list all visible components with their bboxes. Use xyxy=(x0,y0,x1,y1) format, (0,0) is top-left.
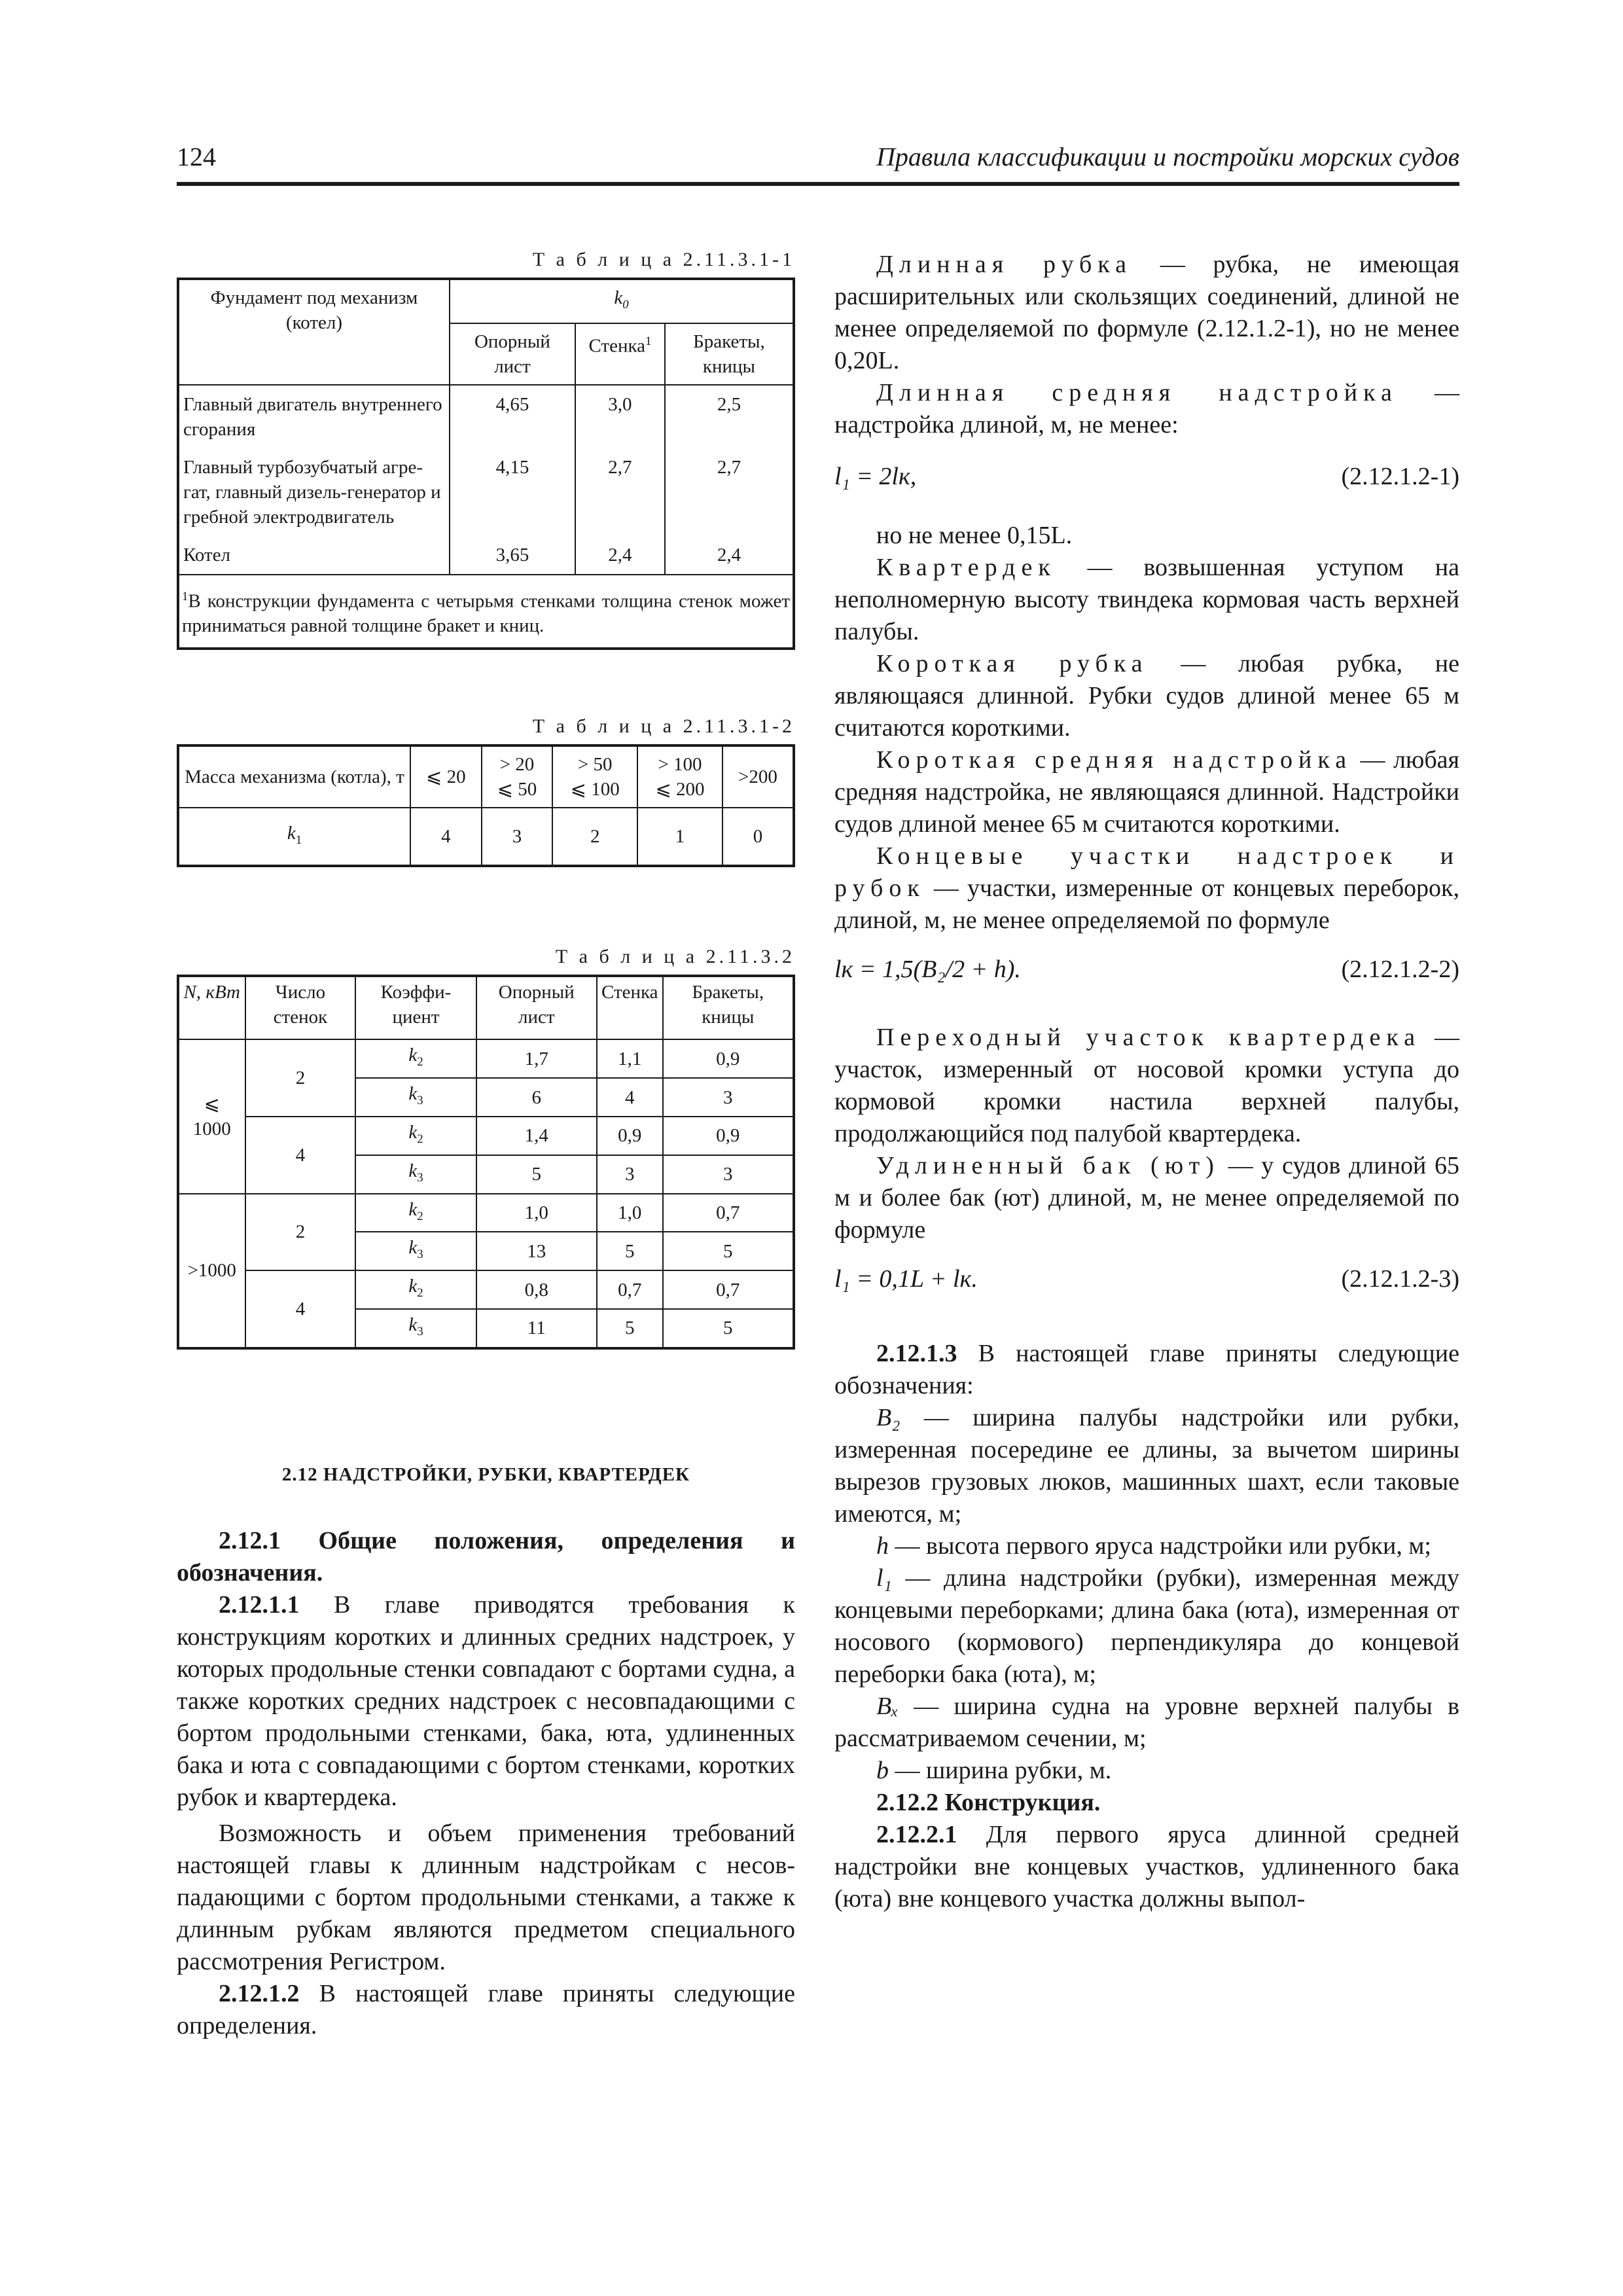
t3-walls: 2 xyxy=(245,1194,356,1271)
right-column xyxy=(834,249,1459,1915)
formula-number: (2.12.1.2-2) xyxy=(1341,956,1459,983)
t3-cell: 3 xyxy=(663,1155,794,1194)
t3-coef: $k_3$ xyxy=(355,1309,476,1348)
table-row xyxy=(178,448,794,536)
t3-cell: 13 xyxy=(476,1232,597,1270)
t3-cell: 5 xyxy=(663,1232,794,1270)
t3-cell: 0,7 xyxy=(663,1270,794,1309)
paragraph-2-12-1-1: 2.12.1.1 В главе приводятся требования к конструкциям коротких и длинных средних надстроек, у которых продольные стенки совпадают с бортами судна, а также коротких средних надстроек с несовпадающими с бортом продольными стенками, бака, юта, удлиненных бака и юта с совпадающими с бортом стенками, коротких рубок и квартердека. xyxy=(177,1590,795,1811)
table2-caption: Т а б л и ц а 2.11.3.1-2 xyxy=(532,715,795,738)
notation-bx: Bₓ — ширина судна на уровне верхней палубы в рассматриваемом сечении, м; xyxy=(834,1693,1459,1752)
t3-coef: $k_2$ xyxy=(355,1270,476,1309)
definition-short-deckhouse: Короткая рубка — любая рубка, не являющаяся длинной. Рубки судов длиной менее 65 м считаются короткими. xyxy=(834,650,1460,742)
t3-cell: 0,9 xyxy=(663,1117,794,1155)
t3-cell: 6 xyxy=(476,1078,597,1117)
t1-footnote: $^1$В конструкции фундамента с четырьмя стенками толщина стенок может приниматься равной толщине бракет и книц. xyxy=(178,575,794,649)
t3-head-wall: Стенка xyxy=(597,976,663,1039)
formula-number: (2.12.1.2-3) xyxy=(1341,1265,1459,1293)
paragraph-2-12-1-3: 2.12.1.3 В настоящей главе приняты следующие обозначения: xyxy=(834,1340,1459,1399)
t3-cell: 1,7 xyxy=(476,1039,597,1078)
formula-body: l₁ = 2lк, xyxy=(834,463,917,490)
paragraph-2-12-1-2: 2.12.1.2 В настоящей главе приняты следующие определения. xyxy=(177,1979,795,2039)
t3-cell: 1,0 xyxy=(476,1194,597,1232)
t3-cell: 1,0 xyxy=(597,1194,663,1232)
table-2-11-3-1-1 xyxy=(177,278,795,650)
t3-head-coef: Коэффи-циент xyxy=(355,976,476,1039)
formula-note: но не менее 0,15L. xyxy=(876,522,1073,549)
section-title: 2.12 НАДСТРОЙКИ, РУБКИ, КВАРТЕРДЕК xyxy=(281,1463,690,1485)
t3-cell: 5 xyxy=(663,1309,794,1348)
left-column xyxy=(177,249,795,2042)
t3-head-walls: Число стенок xyxy=(245,976,356,1039)
heading-construction: 2.12.2 Конструкция. xyxy=(876,1789,1101,1816)
t3-cell: 5 xyxy=(476,1155,597,1194)
t2-head-col: > 20 ⩽ 50 xyxy=(482,745,553,808)
t1-cell: 2,4 xyxy=(665,536,794,575)
t1-subcol-plate: Опорный лист xyxy=(450,323,575,385)
t3-cell: 0,8 xyxy=(476,1270,597,1309)
definition-raised-quarterdeck: Квартердек — возвышенная уступом на неполномерную высоту твиндека кормовая часть верхней палубы. xyxy=(834,554,1459,645)
t1-cell: 2,7 xyxy=(575,448,665,536)
t2-cell: 2 xyxy=(552,808,637,866)
definition-end-parts: Концевые участки надстроек и рубок — участки, измеренные от концевых переборок, длиной, м, не менее определяемой по формуле xyxy=(834,842,1459,934)
t1-cell: 4,65 xyxy=(450,385,575,448)
table-row xyxy=(178,808,794,866)
t1-cell: 2,7 xyxy=(665,448,794,536)
t2-cell: 3 xyxy=(482,808,553,866)
t3-walls: 2 xyxy=(245,1039,356,1117)
t3-walls: 4 xyxy=(245,1270,356,1348)
t2-head-label: Масса механизма (котла), т xyxy=(178,745,410,808)
t1-cell: 2,5 xyxy=(665,385,794,448)
t3-cell: 0,7 xyxy=(663,1194,794,1232)
table-2-11-3-2 xyxy=(177,975,795,1349)
t3-cell: 5 xyxy=(597,1309,663,1348)
t1-row-label: Главный турбозубчатый агре-гат, главный дизель-генератор и гребной электродвигатель xyxy=(178,448,450,536)
table-2-11-3-1-2 xyxy=(177,744,795,867)
t3-walls: 4 xyxy=(245,1117,356,1194)
t1-cell: 4,15 xyxy=(450,448,575,536)
t2-cell: 1 xyxy=(637,808,722,866)
sub-heading: 2.12.1 Общие положения, определения и обозначения. xyxy=(177,1526,795,1587)
notation-b2: B₂ — ширина палубы надстройки или рубки, измеренная посередине ее длины, за вычетом ширины вырезов грузовых люков, машинных шахт, если таковые имеются, м; xyxy=(834,1404,1459,1528)
page-header xyxy=(177,139,1459,186)
t3-power: ⩽ 1000 xyxy=(178,1039,245,1193)
table-row xyxy=(178,385,794,448)
t1-col-head: Фундамент под механизм (котел) xyxy=(178,279,450,385)
t3-coef: $k_3$ xyxy=(355,1078,476,1117)
table-row xyxy=(178,1039,794,1078)
t3-head-brackets: Бракеты, кницы xyxy=(663,976,794,1039)
t3-cell: 0,9 xyxy=(663,1039,794,1078)
t3-cell: 5 xyxy=(597,1232,663,1270)
formula-body: l₁ = 0,1L + lк. xyxy=(834,1265,978,1293)
definition-transition-zone: Переходный участок квартердека — участок, измеренный от носовой кромки уступа до кормовой кромки настила верхней палубы, продолжающийся под палубой квартердека. xyxy=(834,1024,1459,1147)
table3-caption: Т а б л и ц а 2.11.3.2 xyxy=(555,946,795,968)
t3-cell: 1,4 xyxy=(476,1117,597,1155)
formula-2-12-1-2-3 xyxy=(834,1259,1459,1299)
t2-cell: 0 xyxy=(722,808,794,866)
definition-short-superstructure: Короткая средняя надстройка — любая средняя надстройка, не являющаяся длинной. Надстройки судов длиной менее 65 м считаются короткими. xyxy=(834,746,1459,838)
t3-head-plate: Опорный лист xyxy=(476,976,597,1039)
t2-row-label: $k_1$ xyxy=(178,808,410,866)
t3-cell: 0,7 xyxy=(597,1270,663,1309)
paragraph-scope: Возможность и объем применения требований настоящей главы к длинным надстройкам с несов-падающими с бортом продольными стенками, а также к длинным рубкам являются предметом специального рассмотрения Регистром. xyxy=(177,1819,795,1975)
t1-row-label: Главный двигатель внутреннего сгорания xyxy=(178,385,450,448)
formula-number: (2.12.1.2-1) xyxy=(1341,463,1459,490)
t2-head-col: > 50 ⩽ 100 xyxy=(552,745,637,808)
table-row xyxy=(178,1194,794,1232)
t3-cell: 3 xyxy=(597,1155,663,1194)
notation-l1: l₁ — длина надстройки (рубки), измеренная между концевыми переборками; длина бака (юта), измеренная от носового (кормового) перпендикуляра до концевой переборки бака (юта), м; xyxy=(834,1564,1459,1688)
t3-coef: $k_3$ xyxy=(355,1232,476,1270)
t3-coef: $k_2$ xyxy=(355,1194,476,1232)
t3-coef: $k_2$ xyxy=(355,1039,476,1078)
notation-h: h — высота первого яруса надстройки или рубки, м; xyxy=(876,1532,1431,1560)
paragraph-2-12-2-1: 2.12.2.1 Для первого яруса длинной средней надстройки вне концевых участков, удлиненного бака (юта) вне концевого участка должны выпол- xyxy=(834,1821,1459,1912)
formula-2-12-1-2-1 xyxy=(834,457,1459,496)
t3-power: >1000 xyxy=(178,1194,245,1348)
notation-b: b — ширина рубки, м. xyxy=(876,1757,1112,1784)
definition-long-deckhouse: Длинная рубка — рубка, не имеющая расширительных или скользящих соединений, длиной не менее определяемой по формуле (2.12.1.2-1), но не менее 0,20L. xyxy=(834,251,1460,374)
table-row xyxy=(178,536,794,575)
formula-2-12-1-2-2 xyxy=(834,950,1459,989)
t3-cell: 3 xyxy=(663,1078,794,1117)
t3-coef: $k_3$ xyxy=(355,1155,476,1194)
t2-head-col: >200 xyxy=(722,745,794,808)
t1-cell: 3,0 xyxy=(575,385,665,448)
formula-body: lк = 1,5(B₂/2 + h). xyxy=(834,956,1021,983)
table-row xyxy=(178,1117,794,1155)
t2-cell: 4 xyxy=(410,808,482,866)
t3-head-n: N, кВт xyxy=(178,976,245,1039)
t2-head-col: ⩽ 20 xyxy=(410,745,482,808)
table1-caption: Т а б л и ц а 2.11.3.1-1 xyxy=(532,249,795,270)
t1-row-label: Котел xyxy=(178,536,450,575)
t3-cell: 1,1 xyxy=(597,1039,663,1078)
page-number: 124 xyxy=(177,142,216,171)
t3-cell: 11 xyxy=(476,1309,597,1348)
definition-long-forecastle: Удлиненный бак (ют) — у судов длиной 65 м и более бак (ют) длиной, м, не менее определяемой по формуле xyxy=(834,1152,1459,1244)
t3-cell: 4 xyxy=(597,1078,663,1117)
t2-head-col: > 100 ⩽ 200 xyxy=(637,745,722,808)
t1-subcol-brackets: Бракеты, кницы xyxy=(665,323,794,385)
t1-group-head: $k_0$ xyxy=(450,279,794,323)
running-title: Правила классификации и постройки морских судов xyxy=(876,142,1459,171)
t1-subcol-wall: Стенка$^1$ xyxy=(575,323,665,385)
t3-coef: $k_2$ xyxy=(355,1117,476,1155)
t1-cell: 3,65 xyxy=(450,536,575,575)
definition-long-superstructure: Длинная средняя надстройка — надстройка длиной, м, не менее: xyxy=(834,379,1460,439)
t3-cell: 0,9 xyxy=(597,1117,663,1155)
t1-cell: 2,4 xyxy=(575,536,665,575)
table-row xyxy=(178,1270,794,1309)
